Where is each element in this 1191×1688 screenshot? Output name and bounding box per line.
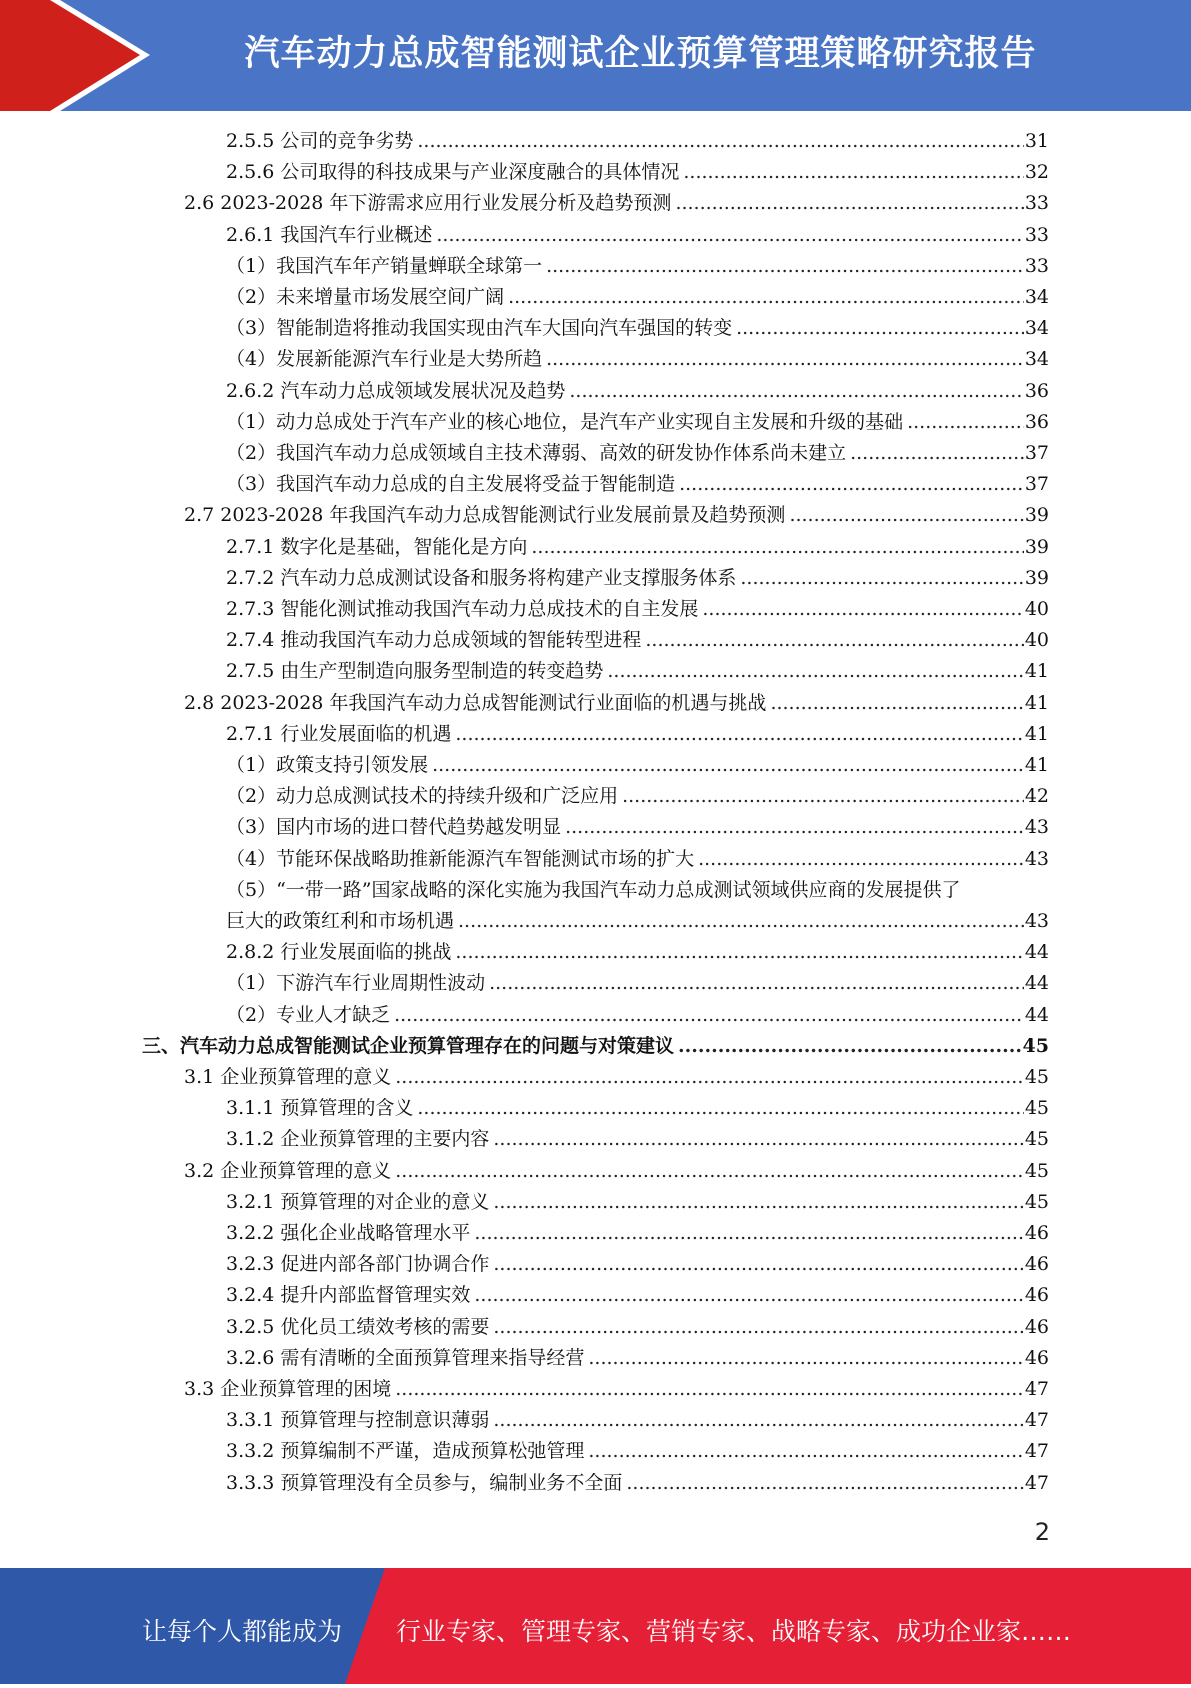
toc-entry[interactable] (226, 1405, 1049, 1436)
toc-entry[interactable] (226, 1000, 1049, 1031)
toc-entry-title: 3.3.3 预算管理没有全员参与，编制业务不全面 (226, 1472, 623, 1494)
toc-dot-leader (395, 1062, 1024, 1093)
toc-dot-leader (508, 282, 1024, 313)
toc-entry-page: 47 (1024, 1472, 1049, 1494)
toc-entry-title: 2.7.1 数字化是基础，智能化是方向 (226, 536, 528, 558)
toc-entry[interactable] (226, 1218, 1049, 1249)
toc-dot-leader (588, 1436, 1023, 1467)
toc-entry-title: （2）我国汽车动力总成领域自主技术薄弱、高效的研发协作体系尚未建立 (226, 442, 847, 464)
toc-entry-page: 47 (1024, 1378, 1049, 1400)
toc-entry-title: 3.2.4 提升内部监督管理实效 (226, 1284, 471, 1306)
toc-entry-page: 47 (1024, 1409, 1049, 1431)
toc-entry-page: 32 (1024, 161, 1049, 183)
toc-entry-title: （1）下游汽车行业周期性波动 (226, 972, 486, 994)
toc-entry[interactable] (226, 438, 1049, 469)
toc-entry-page: 41 (1024, 660, 1049, 682)
toc-entry-page: 39 (1024, 504, 1049, 526)
toc-entry-title: 3.3.1 预算管理与控制意识薄弱 (226, 1409, 490, 1431)
toc-entry-title: 3.1.1 预算管理的含义 (226, 1097, 414, 1119)
toc-entry-title: 3.2.3 促进内部各部门协调合作 (226, 1253, 490, 1275)
toc-entry-page: 45 (1024, 1128, 1049, 1150)
toc-dot-leader (740, 563, 1023, 594)
toc-entry-title: 3.2.6 需有清晰的全面预算管理来指导经营 (226, 1347, 585, 1369)
toc-entry-title: 2.8.2 行业发展面临的挑战 (226, 941, 452, 963)
toc-entry-page: 33 (1024, 192, 1049, 214)
toc-entry-title: 2.7.1 行业发展面临的机遇 (226, 723, 452, 745)
toc-entry-title: 3.1 企业预算管理的意义 (184, 1066, 392, 1088)
toc-entry-page: 43 (1024, 848, 1049, 870)
toc-entry[interactable] (226, 750, 1049, 781)
toc-entry-title: （4）发展新能源汽车行业是大势所趋 (226, 348, 543, 370)
toc-entry-page: 46 (1024, 1253, 1049, 1275)
toc-entry-page: 39 (1024, 536, 1049, 558)
toc-entry[interactable] (184, 688, 1049, 719)
toc-entry-title: 3.2.2 强化企业战略管理水平 (226, 1222, 471, 1244)
toc-dot-leader (493, 1124, 1023, 1155)
toc-entry-title: 2.6.2 汽车动力总成领域发展状况及趋势 (226, 380, 566, 402)
toc-entry-page: 46 (1024, 1284, 1049, 1306)
page-number: 2 (1034, 1518, 1050, 1546)
toc-dot-leader (683, 157, 1023, 188)
toc-entry-title: 3.2 企业预算管理的意义 (184, 1160, 392, 1182)
toc-entry-page: 45 (1024, 1191, 1049, 1213)
toc-entry-page: 44 (1024, 972, 1049, 994)
toc-entry[interactable] (226, 344, 1049, 375)
toc-entry[interactable] (226, 968, 1049, 999)
toc-dot-leader (546, 344, 1024, 375)
toc-entry-page: 37 (1024, 473, 1049, 495)
toc-entry-title: 3.2.5 优化员工绩效考核的需要 (226, 1316, 490, 1338)
toc-dot-leader (493, 1405, 1023, 1436)
toc-entry-title: 2.7.3 智能化测试推动我国汽车动力总成技术的自主发展 (226, 598, 699, 620)
toc-entry[interactable] (226, 407, 1049, 438)
toc-dot-leader (489, 968, 1024, 999)
toc-dot-leader (493, 1312, 1023, 1343)
toc-entry-title: （1）政策支持引领发展 (226, 754, 429, 776)
toc-entry[interactable] (226, 1280, 1049, 1311)
toc-dot-leader (531, 532, 1023, 563)
toc-entry[interactable] (226, 1187, 1049, 1218)
toc-entry-title: 2.5.6 公司取得的科技成果与产业深度融合的具体情况 (226, 161, 680, 183)
toc-entry-page: 31 (1024, 130, 1049, 152)
toc-entry-page: 34 (1024, 286, 1049, 308)
toc-entry-title: （4）节能环保战略助推新能源汽车智能测试市场的扩大 (226, 848, 695, 870)
toc-dot-leader (645, 625, 1023, 656)
toc-dot-leader (702, 594, 1023, 625)
toc-entry-page: 44 (1024, 1004, 1049, 1026)
toc-entry-page: 41 (1024, 692, 1049, 714)
toc-dot-leader (458, 906, 1024, 937)
toc-dot-leader (436, 220, 1023, 251)
toc-entry[interactable] (184, 500, 1049, 531)
toc-entry-title: 2.6 2023-2028 年下游需求应用行业发展分析及趋势预测 (184, 192, 672, 214)
toc-entry[interactable] (226, 1343, 1049, 1374)
toc-entry[interactable] (226, 1436, 1049, 1467)
toc-entry[interactable] (184, 188, 1049, 219)
toc-entry[interactable] (226, 1093, 1049, 1124)
toc-entry[interactable] (226, 563, 1049, 594)
toc-entry-page: 43 (1024, 910, 1049, 932)
toc-entry[interactable] (226, 251, 1049, 282)
toc-entry-page: 41 (1024, 723, 1049, 745)
toc-entry-page: 33 (1024, 255, 1049, 277)
toc-entry[interactable] (226, 719, 1049, 750)
toc-entry[interactable] (226, 1249, 1049, 1280)
toc-entry-title: 2.6.1 我国汽车行业概述 (226, 224, 433, 246)
toc-dot-leader (675, 188, 1023, 219)
toc-entry-page: 33 (1024, 224, 1049, 246)
toc-entry[interactable] (226, 1312, 1049, 1343)
toc-entry[interactable] (226, 469, 1049, 500)
toc-entry[interactable] (226, 157, 1049, 188)
toc-dot-leader (493, 1249, 1023, 1280)
toc-entry-page: 34 (1024, 348, 1049, 370)
toc-entry-title: （3）智能制造将推动我国实现由汽车大国向汽车强国的转变 (226, 317, 733, 339)
toc-entry[interactable] (184, 1156, 1049, 1187)
toc-entry[interactable] (142, 1031, 1049, 1062)
toc-entry[interactable] (226, 282, 1049, 313)
toc-entry-title: （2）未来增量市场发展空间广阔 (226, 286, 505, 308)
toc-dot-leader (679, 469, 1024, 500)
toc-entry-page: 44 (1024, 941, 1049, 963)
toc-dot-leader (474, 1280, 1023, 1311)
toc-entry-title: 3.3 企业预算管理的困境 (184, 1378, 392, 1400)
toc-entry-page: 47 (1024, 1440, 1049, 1462)
toc-dot-leader (565, 812, 1024, 843)
toc-dot-leader (588, 1343, 1023, 1374)
toc-dot-leader (455, 937, 1023, 968)
toc-entry[interactable] (226, 220, 1049, 251)
toc-entry-title: 3.1.2 企业预算管理的主要内容 (226, 1128, 490, 1150)
toc-entry-page: 42 (1024, 785, 1049, 807)
toc-dot-leader (395, 1374, 1024, 1405)
toc-entry-title: （2）专业人才缺乏 (226, 1004, 391, 1026)
toc-entry-title: 2.7.5 由生产型制造向服务型制造的转变趋势 (226, 660, 604, 682)
toc-entry[interactable] (226, 126, 1049, 157)
toc-entry[interactable] (226, 1468, 1049, 1499)
toc-dot-leader (907, 407, 1024, 438)
toc-entry[interactable] (226, 781, 1049, 812)
toc-dot-leader (474, 1218, 1023, 1249)
toc-entry-title: 2.7.2 汽车动力总成测试设备和服务将构建产业支撑服务体系 (226, 567, 737, 589)
toc-entry-page: 34 (1024, 317, 1049, 339)
toc-dot-leader (789, 500, 1023, 531)
toc-dot-leader (698, 844, 1024, 875)
toc-entry-page: 39 (1024, 567, 1049, 589)
toc-entry[interactable] (226, 625, 1049, 656)
toc-entry-title: （3）国内市场的进口替代趋势越发明显 (226, 816, 562, 838)
toc-dot-leader (678, 1031, 1022, 1062)
toc-entry-title: 2.8 2023-2028 年我国汽车动力总成智能测试行业面临的机遇与挑战 (184, 692, 767, 714)
toc-entry[interactable] (226, 812, 1049, 843)
toc-entry[interactable] (184, 1374, 1049, 1405)
toc-entry-page: 43 (1024, 816, 1049, 838)
toc-entry-title: 巨大的政策红利和市场机遇 (226, 910, 455, 932)
toc-entry-page: 45 (1024, 1066, 1049, 1088)
toc-entry[interactable] (226, 313, 1049, 344)
toc-entry[interactable] (226, 532, 1049, 563)
page-header (0, 0, 1191, 111)
toc-entry-title: 2.7 2023-2028 年我国汽车动力总成智能测试行业发展前景及趋势预测 (184, 504, 786, 526)
toc-dot-leader (626, 1468, 1023, 1499)
toc-dot-leader (432, 750, 1024, 781)
footer-slogan-right: 行业专家、管理专家、营销专家、战略专家、成功企业家…… (396, 1617, 1072, 1646)
toc-dot-leader (493, 1187, 1023, 1218)
toc-entry-wrapped[interactable]: （5）“一带一路”国家战略的深化实施为我国汽车动力总成测试领域供应商的发展提供了 (226, 879, 961, 901)
toc-entry[interactable] (226, 594, 1049, 625)
toc-entry-page: 46 (1024, 1222, 1049, 1244)
toc-entry[interactable] (226, 376, 1049, 407)
toc-dot-leader (394, 1000, 1024, 1031)
toc-dot-leader (417, 1093, 1023, 1124)
toc-entry[interactable] (226, 1124, 1049, 1155)
toc-entry-page: 45 (1024, 1160, 1049, 1182)
toc-entry-page: 45 (1022, 1035, 1049, 1057)
toc-dot-leader (395, 1156, 1024, 1187)
toc-dot-leader (622, 781, 1024, 812)
toc-entry[interactable] (184, 1062, 1049, 1093)
toc-entry-title: 2.7.4 推动我国汽车动力总成领域的智能转型进程 (226, 629, 642, 651)
toc-entry-title: （3）我国汽车动力总成的自主发展将受益于智能制造 (226, 473, 676, 495)
toc-entry-title: （1）动力总成处于汽车产业的核心地位，是汽车产业实现自主发展和升级的基础 (226, 411, 904, 433)
toc-entry-page: 36 (1024, 380, 1049, 402)
toc-dot-leader (569, 376, 1023, 407)
toc-dot-leader (455, 719, 1023, 750)
toc-entry[interactable] (226, 656, 1049, 687)
toc-entry-page: 37 (1024, 442, 1049, 464)
toc-dot-leader (546, 251, 1024, 282)
toc-entry[interactable] (226, 844, 1049, 875)
header-arrow-decoration (0, 0, 160, 111)
toc-dot-leader (770, 688, 1023, 719)
toc-entry-title: 2.5.5 公司的竞争劣势 (226, 130, 414, 152)
footer-slogan-left: 让每个人都能成为 (142, 1617, 343, 1646)
toc-entry[interactable] (226, 937, 1049, 968)
toc-entry-page: 45 (1024, 1097, 1049, 1119)
toc-entry-page: 36 (1024, 411, 1049, 433)
toc-entry[interactable] (226, 906, 1049, 937)
toc-dot-leader (607, 656, 1023, 687)
toc-dot-leader (850, 438, 1024, 469)
toc-entry-title: （1）我国汽车年产销量蝉联全球第一 (226, 255, 543, 277)
toc-entry-title: 3.2.1 预算管理的对企业的意义 (226, 1191, 490, 1213)
toc-entry-title: 三、汽车动力总成智能测试企业预算管理存在的问题与对策建议 (142, 1035, 675, 1057)
toc-entry-page: 46 (1024, 1316, 1049, 1338)
report-title: 汽车动力总成智能测试企业预算管理策略研究报告 (244, 34, 1037, 74)
toc-entry-title: （2）动力总成测试技术的持续升级和广泛应用 (226, 785, 619, 807)
toc-entry-title: 3.3.2 预算编制不严谨，造成预算松弛管理 (226, 1440, 585, 1462)
toc-dot-leader (417, 126, 1023, 157)
toc-entry-page: 40 (1024, 629, 1049, 651)
toc-entry-page: 46 (1024, 1347, 1049, 1369)
toc-entry-page: 40 (1024, 598, 1049, 620)
toc-dot-leader (736, 313, 1024, 344)
toc-entry-page: 41 (1024, 754, 1049, 776)
